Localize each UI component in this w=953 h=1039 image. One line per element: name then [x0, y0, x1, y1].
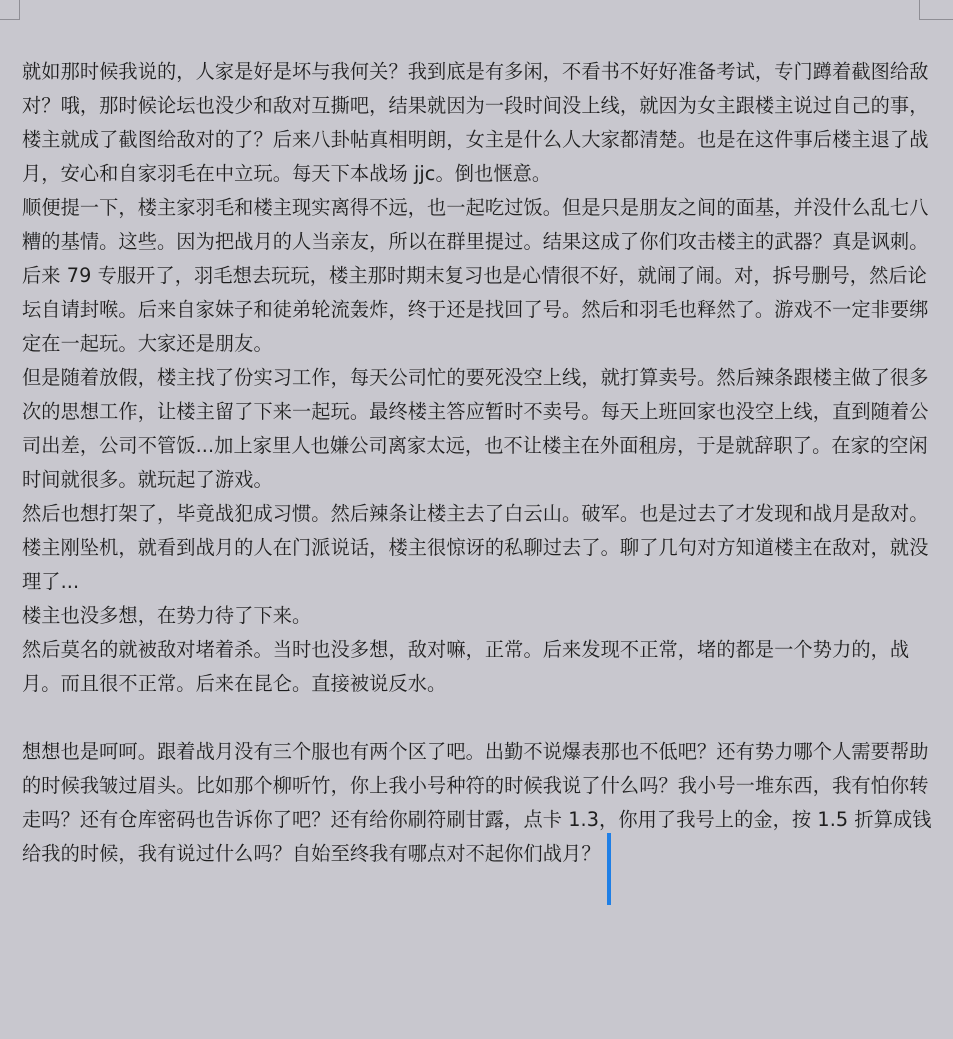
paragraph-last-text: 想想也是呵呵。跟着战月没有三个服也有两个区了吧。出勤不说爆表那也不低吧？还有势力哪个人需要帮助的时候我皱过眉头。比如那个柳听竹，你上我小号种符的时候我说了什么吗？我小号一堆东西，我有怕你转走吗？还有仓库密码也告诉你了吧？还有给你刷符刷甘露，点卡 1.3，你用了我号上的金，按 1.5 折算成钱给我的时候，我有说过什么吗？自始至终我有哪点对不起你们战月？ — [22, 740, 932, 865]
paragraph-2: 顺便提一下，楼主家羽毛和楼主现实离得不远，也一起吃过饭。但是只是朋友之间的面基，并没什么乱七八糟的基情。这些。因为把战月的人当亲友，所以在群里提过。结果这成了你们攻击楼主的武器？真是讽刺。 — [22, 196, 929, 253]
paragraph-4: 但是随着放假，楼主找了份实习工作，每天公司忙的要死没空上线，就打算卖号。然后辣条跟楼主做了很多次的思想工作，让楼主留了下来一起玩。最终楼主答应暂时不卖号。每天上班回家也没空上线，直到随着公司出差，公司不管饭...加上家里人也嫌公司离家太远，也不让楼主在外面租房，于是就辞职了。在家的空闲时间就很多。就玩起了游戏。 — [22, 366, 929, 491]
document-body[interactable] — [22, 55, 932, 905]
paragraph-1: 就如那时候我说的，人家是好是坏与我何关？我到底是有多闲，不看书不好好准备考试，专门蹲着截图给敌对？哦，那时候论坛也没少和敌对互撕吧，结果就因为一段时间没上线，就因为女主跟楼主说过自己的事，楼主就成了截图给敌对的了？后来八卦帖真相明朗，女主是什么人大家都清楚。也是在这件事后楼主退了战月，安心和自家羽毛在中立玩。每天下本战场 jjc。倒也惬意。 — [22, 60, 929, 185]
paragraph-7: 楼主也没多想，在势力待了下来。 — [22, 604, 312, 627]
paragraph-5: 然后也想打架了，毕竟战犯成习惯。然后辣条让楼主去了白云山。破军。也是过去了才发现和战月是敌对。 — [22, 502, 929, 525]
text-cursor — [607, 833, 611, 905]
paragraph-last — [22, 735, 932, 905]
blank-line — [22, 701, 932, 735]
paragraph-8: 然后莫名的就被敌对堵着杀。当时也没多想，敌对嘛，正常。后来发现不正常，堵的都是一个势力的，战月。而且很不正常。后来在昆仑。直接被说反水。 — [22, 638, 910, 695]
paragraph-6: 楼主刚坠机，就看到战月的人在门派说话，楼主很惊讶的私聊过去了。聊了几句对方知道楼主在敌对，就没理了... — [22, 536, 929, 593]
crop-corner-top-left — [0, 0, 20, 20]
paragraph-3: 后来 79 专服开了，羽毛想去玩玩，楼主那时期末复习也是心情很不好，就闹了闹。对，拆号删号，然后论坛自请封喉。后来自家妹子和徒弟轮流轰炸，终于还是找回了号。然后和羽毛也释然了。游戏不一定非要绑定在一起玩。大家还是朋友。 — [22, 264, 929, 355]
crop-corner-top-right — [919, 0, 953, 20]
